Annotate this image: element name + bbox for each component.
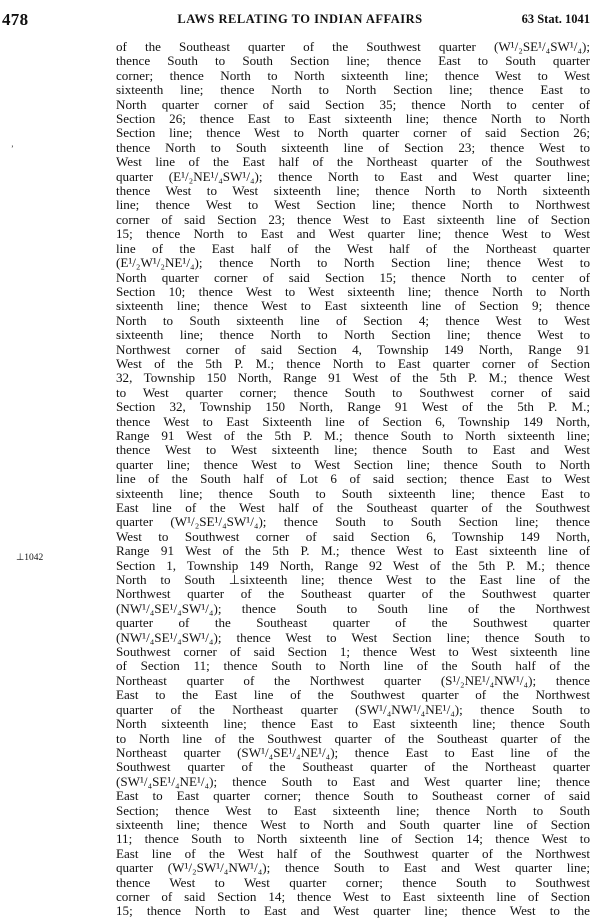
text-line: quarter of the Northeast quarter (SW¹/₄NW¹/₄NE¹/₄); thence South to bbox=[116, 702, 590, 717]
text-line: Section 26; thence East to East sixteenth line; thence North to North bbox=[116, 112, 590, 127]
text-line: (E¹/₂W¹/₂NE¹/₄); thence North to North Section line; thence West to bbox=[116, 256, 590, 271]
text-line: thence North to South sixteenth line of Section 23; thence West to bbox=[116, 140, 590, 155]
text-line: Northwest corner of said Section 4, Township 149 North, Range 91 bbox=[116, 342, 590, 357]
text-line: thence West to West sixteenth line; thence South to East and West bbox=[116, 443, 590, 458]
text-line: 15; thence North to East and West quarter line; thence West to West bbox=[116, 227, 590, 242]
text-line: of the Southeast quarter of the Southwest quarter (W¹/₂SE¹/₄SW¹/₄); bbox=[116, 40, 590, 54]
text-line: East line of the West half of the Southwest quarter of the Northwest bbox=[116, 846, 590, 861]
text-line: 11; thence South to North sixteenth line of Section 14; thence West to bbox=[116, 832, 590, 847]
text-line: Northeast quarter of the Northwest quarter (S¹/₂NE¹/₄NW¹/₄); thence bbox=[116, 673, 590, 688]
text-line: line of the South half of Lot 6 of said section; thence East to West bbox=[116, 472, 590, 487]
text-line: corner; thence North to North sixteenth line; thence West to West bbox=[116, 68, 590, 83]
text-line: to North line of the Southwest quarter of the Southeast quarter of the bbox=[116, 731, 590, 746]
text-line: North sixteenth line; thence East to East sixteenth line; thence South bbox=[116, 717, 590, 732]
text-line: (NW¹/₄SE¹/₄SW¹/₄); thence South to South line of the Northwest bbox=[116, 601, 590, 616]
text-line: East to the East line of the Southwest quarter of the Northwest bbox=[116, 688, 590, 703]
text-line: Northeast quarter (SW¹/₄SE¹/₄NE¹/₄); thence East to East line of the bbox=[116, 745, 590, 760]
text-line: thence West to West quarter corner; thence South to Southwest bbox=[116, 875, 590, 890]
text-line: corner of said Section 23; thence West to East sixteenth line of Section bbox=[116, 212, 590, 227]
text-line: Range 91 West of the 5th P. M.; thence South to North sixteenth line; bbox=[116, 428, 590, 443]
text-line: sixteenth line; thence South to South sixteenth line; thence East to bbox=[116, 486, 590, 501]
text-line: North to South ⊥sixteenth line; thence West to the East line of the bbox=[116, 573, 590, 588]
text-line: Range 91 West of the 5th P. M.; thence West to East sixteenth line of bbox=[116, 544, 590, 559]
text-line: Southwest quarter of the Southeast quarter of the Northeast quarter bbox=[116, 760, 590, 775]
text-line: of Section 11; thence South to North line of the South half of the bbox=[116, 659, 590, 674]
text-line: West of the 5th P. M.; thence North to East quarter corner of Section bbox=[116, 356, 590, 371]
text-line: sixteenth line; thence North to North Section line; thence West to bbox=[116, 328, 590, 343]
running-title: LAWS RELATING TO INDIAN AFFAIRS bbox=[177, 12, 423, 26]
text-line: thence West to East Sixteenth line of Section 6, Township 149 North, bbox=[116, 414, 590, 429]
text-line: North quarter corner of said Section 35; thence North to center of bbox=[116, 97, 590, 112]
text-line: 15; thence North to East and West quarter line; thence West to the bbox=[116, 904, 590, 919]
margin-page-break-note: ⊥1042 bbox=[16, 553, 44, 563]
text-line: Section line; thence West to North quarter corner of said Section 26; bbox=[116, 126, 590, 141]
page-number: 478 bbox=[2, 10, 29, 29]
text-line: North to South sixteenth line of Section 4; thence West to West bbox=[116, 313, 590, 328]
text-line: North quarter corner of said Section 15; thence North to center of bbox=[116, 270, 590, 285]
margin-stray-mark: ʼ bbox=[11, 144, 14, 153]
text-line: to West quarter corner; thence South to Southwest corner of said bbox=[116, 385, 590, 400]
text-line: quarter line; thence West to West Section line; thence South to North bbox=[116, 457, 590, 472]
running-head bbox=[0, 10, 600, 36]
text-line: quarter of the Southeast quarter of the Southwest quarter bbox=[116, 616, 590, 631]
text-line: East to East quarter corner; thence South to Southeast corner of said bbox=[116, 789, 590, 804]
text-line: thence West to West sixteenth line; thence North to North sixteenth bbox=[116, 184, 590, 199]
text-line: sixteenth line; thence West to East sixteenth line of Section 9; thence bbox=[116, 299, 590, 314]
text-line: 32, Township 150 North, Range 91 West of the 5th P. M.; thence West bbox=[116, 371, 590, 386]
text-line: quarter (E¹/₂NE¹/₄SW¹/₄); thence North to East and West quarter line; bbox=[116, 169, 590, 184]
text-line: (NW¹/₄SE¹/₄SW¹/₄); thence West to West Section line; thence South to bbox=[116, 630, 590, 645]
statute-citation: 63 Stat. 1041 bbox=[521, 12, 590, 26]
text-line: (SW¹/₄SE¹/₄NE¹/₄); thence South to East and West quarter line; thence bbox=[116, 774, 590, 789]
text-line: Section 1, Township 149 North, Range 92 West of the 5th P. M.; thence bbox=[116, 558, 590, 573]
text-line: Northwest quarter of the Southeast quarter of the Southwest quarter bbox=[116, 587, 590, 602]
text-line: thence South to South Section line; thence East to South quarter bbox=[116, 54, 590, 69]
text-line: quarter (W¹/₂SE¹/₄SW¹/₄); thence South to South Section line; thence bbox=[116, 515, 590, 530]
text-line: Southwest corner of said Section 1; thence West to West sixteenth line bbox=[116, 645, 590, 660]
text-line: line of the East half of the West half of the Northeast quarter bbox=[116, 241, 590, 256]
text-line: East line of the West half of the Southeast quarter of the Southwest bbox=[116, 501, 590, 515]
text-line: West to Southwest corner of said Section 6, Township 149 North, bbox=[116, 529, 590, 544]
text-line: Section; thence West to East sixteenth line; thence North to South bbox=[116, 803, 590, 818]
text-line: line; thence West to West Section line; thence North to Northwest bbox=[116, 198, 590, 213]
text-line: quarter (W¹/₂SW¹/₄NW¹/₄); thence South to East and West quarter line; bbox=[116, 861, 590, 876]
text-line: Section 32, Township 150 North, Range 91 West of the 5th P. M.; bbox=[116, 400, 590, 415]
text-line: West line of the East half of the Northeast quarter of the Southwest bbox=[116, 155, 590, 170]
text-line: corner of said Section 14; thence West to East sixteenth line of Section bbox=[116, 889, 590, 904]
text-line: Section 10; thence West to West sixteenth line; thence North to North bbox=[116, 284, 590, 299]
text-line: sixteenth line; thence West to North and South quarter line of Section bbox=[116, 817, 590, 832]
text-line: sixteenth line; thence North to North Section line; thence East to bbox=[116, 83, 590, 98]
body-paragraph bbox=[116, 40, 590, 919]
